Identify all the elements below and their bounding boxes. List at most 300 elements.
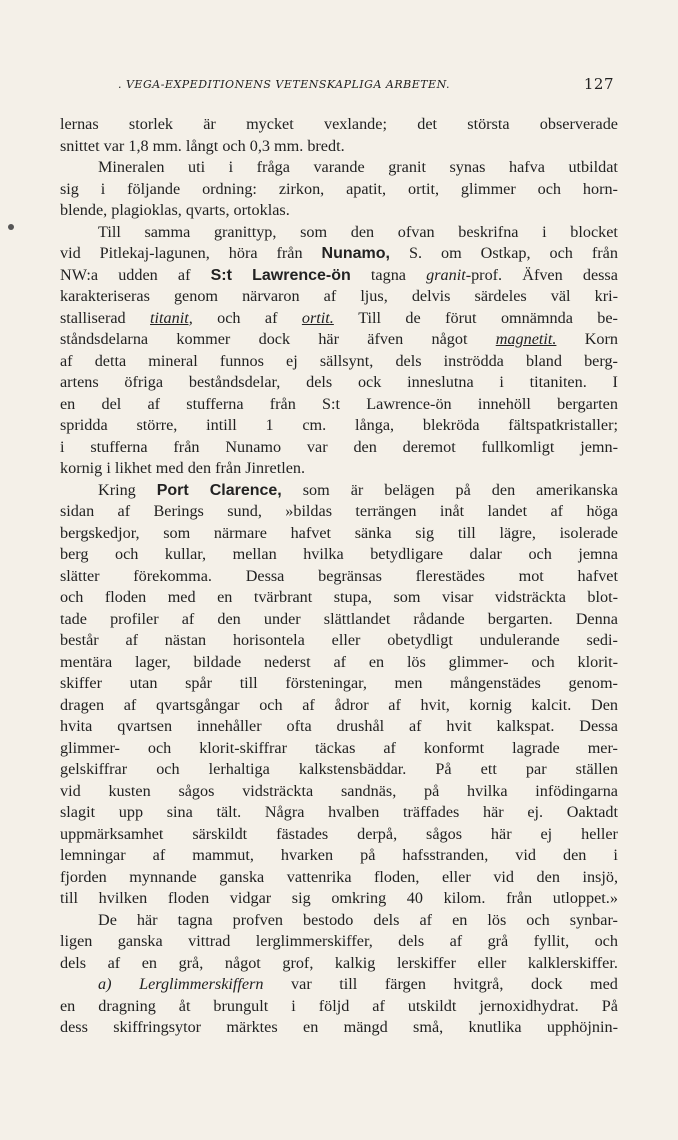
plain-text: kornig (60, 459, 103, 477)
plain-text: blende, (60, 201, 108, 219)
plain-text: utskildt (407, 996, 457, 1015)
word (370, 544, 443, 566)
plain-text: lägre, (499, 523, 536, 542)
word (512, 738, 560, 760)
word (266, 415, 274, 437)
plain-text: -prof. (465, 265, 503, 284)
plain-text: deremot (402, 437, 456, 456)
plain-text: närvaron (242, 287, 300, 305)
word (426, 265, 502, 287)
word (482, 437, 555, 459)
plain-text: hvilka (467, 781, 508, 800)
text-line (60, 673, 618, 695)
plain-text: Dessa (579, 717, 618, 735)
word (225, 953, 261, 975)
plain-text: vidsträckta (494, 588, 566, 606)
word (431, 329, 467, 351)
plain-text: »bildas (285, 502, 333, 520)
plain-text: Korn (584, 330, 618, 348)
word (480, 630, 560, 652)
word (246, 114, 294, 136)
plain-text: jemn- (580, 437, 618, 456)
styled-text: S:t (210, 266, 232, 284)
plain-text: stupa, (333, 588, 372, 606)
plain-text: vittrad (188, 932, 231, 950)
plain-text: en (141, 953, 158, 972)
plain-text: mynnande (129, 867, 197, 886)
plain-text: Dessa (245, 566, 285, 585)
plain-text: består (60, 631, 99, 649)
plain-text: ljus, (360, 287, 388, 305)
plain-text: vidgar (229, 889, 272, 907)
word (217, 609, 240, 631)
plain-text: tagna (370, 265, 406, 284)
word (483, 802, 504, 824)
plain-text: vidsträckta (242, 781, 314, 800)
word (353, 437, 376, 459)
word (551, 286, 571, 308)
word (192, 845, 254, 867)
word (588, 738, 618, 760)
word (186, 200, 234, 222)
text-line (60, 523, 618, 545)
word (300, 222, 327, 244)
word (417, 114, 437, 136)
text-line (60, 501, 618, 523)
plain-text: lerhaltiga (208, 760, 270, 778)
plain-text: hvita (60, 717, 93, 735)
word (358, 308, 381, 330)
plain-text: sågos (426, 824, 463, 843)
plain-text: glimmer- (448, 652, 509, 671)
plain-text: kri- (594, 287, 618, 305)
plain-text: till (457, 523, 476, 542)
word (424, 781, 439, 803)
word (332, 630, 361, 652)
word (185, 673, 212, 695)
styled-text: magnetit. (495, 330, 557, 348)
word (234, 200, 290, 222)
word (358, 372, 381, 394)
plain-text: en (452, 910, 468, 929)
word (95, 351, 126, 373)
plain-text: utloppet.» (552, 889, 618, 907)
word (475, 286, 527, 308)
plain-text: hvarken (280, 846, 334, 864)
plain-text: 40 (406, 889, 423, 907)
word (60, 286, 150, 308)
plain-text: flerestädes (415, 566, 485, 585)
plain-text: del (101, 394, 122, 413)
word (217, 308, 240, 330)
word (408, 179, 439, 201)
word (307, 136, 344, 158)
word (189, 372, 281, 394)
plain-text: hvilken (98, 889, 148, 907)
plain-text: från (591, 244, 618, 262)
plain-text: af (449, 932, 463, 950)
word (526, 351, 562, 373)
word (388, 157, 426, 179)
word (259, 329, 290, 351)
word (444, 888, 486, 910)
plain-text: blekröda (422, 416, 480, 434)
plain-text: drushål (336, 717, 385, 735)
plain-text: NW:a (60, 265, 99, 284)
word (407, 652, 426, 674)
word (351, 480, 364, 502)
plain-text: det (417, 115, 437, 133)
word (613, 372, 618, 394)
plain-text: den (350, 222, 375, 241)
plain-text: mineral (148, 351, 198, 370)
plain-text: sig (291, 889, 311, 907)
plain-text: af (125, 631, 139, 649)
plain-text: ock (357, 373, 382, 391)
word (98, 480, 136, 502)
word (423, 415, 480, 437)
word (355, 523, 392, 545)
plain-text: S. (408, 244, 423, 262)
word (318, 329, 339, 351)
plain-text: qvartsgångar (155, 695, 240, 714)
word (481, 759, 497, 781)
word (324, 286, 337, 308)
word (435, 759, 451, 781)
plain-text: likhet (114, 459, 152, 477)
word (286, 351, 298, 373)
word (60, 566, 100, 588)
plain-text: mm. (274, 136, 304, 155)
word (580, 437, 618, 459)
plain-text: inåt (439, 502, 465, 520)
plain-text: sidan (60, 502, 95, 520)
plain-text: lernas (60, 115, 99, 133)
plain-text: nästan (164, 631, 207, 649)
styled-text: a) (98, 975, 112, 993)
text-line (60, 480, 618, 502)
plain-text: till (60, 889, 78, 907)
plain-text: spår (185, 674, 213, 692)
word (579, 716, 618, 738)
plain-text: hvilka (303, 545, 344, 563)
word (469, 695, 511, 717)
text-line (60, 716, 618, 738)
word (369, 652, 384, 674)
plain-text: blot- (587, 588, 618, 606)
word (336, 716, 384, 738)
plain-text: öfriga (124, 373, 164, 391)
word (493, 867, 514, 889)
plain-text: utbildat (568, 158, 618, 176)
word (265, 308, 278, 330)
plain-text: mellan (232, 545, 277, 563)
word (426, 824, 462, 846)
plain-text: eller (477, 953, 507, 972)
word (60, 458, 106, 480)
word (60, 888, 78, 910)
plain-text: Till (358, 308, 382, 327)
word (303, 544, 343, 566)
word (333, 652, 346, 674)
word (602, 996, 618, 1018)
styled-text: Lawrence-ön (252, 266, 351, 284)
plain-text: större, (136, 416, 178, 434)
plain-text: grå, (178, 953, 204, 972)
plain-text: synbar- (569, 910, 618, 929)
word (291, 523, 331, 545)
word (119, 802, 143, 824)
plain-text: par (525, 760, 547, 778)
plain-text: till (339, 975, 358, 993)
word (60, 200, 111, 222)
word (461, 179, 516, 201)
word (242, 286, 300, 308)
word (568, 673, 617, 695)
plain-text: stufferna (186, 394, 244, 413)
text-line (60, 243, 618, 265)
plain-text: sund, (227, 502, 262, 520)
plain-text: af (408, 717, 422, 735)
plain-text: upp (118, 803, 144, 821)
word (299, 759, 406, 781)
word (167, 802, 193, 824)
plain-text: och (528, 545, 552, 563)
plain-text: dels (306, 373, 333, 391)
text-line (60, 824, 618, 846)
word (478, 953, 507, 975)
word (265, 802, 305, 824)
plain-text: visar (441, 588, 474, 606)
plain-text: under (263, 609, 301, 628)
word (153, 845, 166, 867)
word (467, 114, 509, 136)
word (450, 673, 541, 695)
word (444, 351, 504, 373)
word (508, 415, 618, 437)
text-line (60, 329, 618, 351)
plain-text: isolerade (559, 523, 618, 542)
plain-text: funnos (219, 351, 264, 370)
word (341, 781, 396, 803)
plain-text: hvit (446, 717, 472, 735)
plain-text: höra (228, 244, 258, 262)
word (127, 179, 180, 201)
word (148, 394, 161, 416)
word (442, 867, 471, 889)
plain-text: en (217, 588, 233, 606)
plain-text: Den (591, 695, 618, 714)
plain-text: af (323, 287, 337, 305)
plain-text: kalkstensbäddar. (298, 760, 407, 778)
word (528, 953, 618, 975)
word (563, 845, 586, 867)
plain-text: en (60, 996, 76, 1015)
word (576, 609, 618, 631)
word (60, 544, 88, 566)
plain-text: dels (373, 910, 400, 929)
plain-text: insjö, (582, 867, 618, 886)
word (60, 716, 92, 738)
plain-text: vid (515, 846, 536, 864)
plain-text: ordning: (202, 179, 257, 198)
word (570, 222, 618, 244)
word (302, 308, 334, 330)
word (454, 974, 504, 996)
word (324, 114, 387, 136)
word (479, 996, 578, 1018)
plain-text: hafva (508, 158, 545, 176)
plain-text: i (60, 437, 65, 456)
word (202, 179, 257, 201)
word (264, 609, 301, 631)
word (118, 265, 158, 287)
word (240, 673, 258, 695)
word (469, 1017, 522, 1039)
word (424, 738, 484, 760)
plain-text: S:t (322, 394, 341, 413)
word (257, 157, 290, 179)
word (264, 652, 311, 674)
word (458, 523, 476, 545)
word (270, 394, 296, 416)
text-line (60, 910, 618, 932)
word (452, 910, 467, 932)
plain-text: mentära (60, 652, 113, 671)
word (60, 824, 163, 846)
plain-text: bland (525, 351, 562, 370)
word (60, 265, 98, 287)
plain-text: här (136, 910, 158, 929)
word (496, 716, 554, 738)
word (519, 566, 544, 588)
text-line (60, 587, 618, 609)
word (144, 222, 190, 244)
word (186, 394, 243, 416)
plain-text: heller (581, 824, 618, 843)
word (60, 501, 94, 523)
word (402, 845, 488, 867)
plain-text: träffades (403, 803, 460, 821)
word (372, 996, 385, 1018)
plain-text: särskildt (192, 824, 248, 843)
plain-text: gelskiffrar (60, 760, 128, 778)
word (110, 609, 159, 631)
plain-text: eller (442, 867, 471, 886)
plain-text: i (499, 373, 504, 391)
plain-text: bredt. (307, 136, 345, 155)
plain-text: undulerande (479, 631, 560, 649)
plain-text: vid (60, 781, 81, 800)
word (215, 458, 245, 480)
plain-text: bestodo (303, 910, 354, 929)
plain-text: genom (173, 287, 219, 305)
plain-text: infödingarna (535, 781, 618, 800)
plain-text: af (60, 351, 73, 370)
word (98, 974, 111, 996)
body-text (60, 114, 618, 1039)
word (279, 179, 324, 201)
plain-text: begränsas (318, 566, 382, 585)
header-title: . VEGA-EXPEDITIONENS VETENSKAPLIGA ARBETEN. (118, 78, 451, 91)
plain-text: om (440, 244, 462, 262)
word (415, 523, 434, 545)
margin-dot (8, 224, 14, 230)
plain-text: ståndsdelarna (60, 330, 149, 348)
plain-text: bildade (193, 652, 242, 671)
word (118, 501, 131, 523)
text-line (60, 544, 618, 566)
word (416, 566, 485, 588)
word (250, 136, 274, 158)
plain-text: af (372, 996, 385, 1015)
word (592, 243, 618, 265)
word (203, 114, 216, 136)
plain-text: qvartsen (117, 717, 173, 735)
plain-text: tade (60, 609, 87, 628)
plain-text: på (360, 846, 376, 864)
word (536, 480, 618, 502)
word (157, 480, 189, 502)
plain-text: mångenstädes (450, 674, 541, 692)
word (214, 523, 267, 545)
plain-text: dragning (98, 996, 156, 1015)
plain-text: i (106, 459, 111, 477)
plain-text: var (306, 437, 328, 456)
styled-text: Nunamo, (321, 245, 390, 262)
word (586, 501, 617, 523)
plain-text: Kring (98, 480, 136, 499)
word (60, 673, 102, 695)
word (113, 1017, 201, 1039)
plain-text: från (173, 437, 200, 456)
word (229, 157, 234, 179)
word (302, 695, 315, 717)
plain-text: kalcit. (531, 695, 572, 714)
plain-text: be- (597, 308, 618, 327)
plain-text: skiffringsytor (113, 1018, 202, 1036)
word (60, 372, 99, 394)
plain-text: ortit, (407, 179, 440, 198)
word (560, 523, 618, 545)
word (60, 867, 107, 889)
text-line (60, 265, 618, 287)
word (188, 931, 230, 953)
text-line (60, 372, 618, 394)
word (328, 802, 379, 824)
word (101, 179, 106, 201)
plain-text: sänka (354, 523, 392, 542)
word (597, 308, 618, 330)
plain-text: en (60, 394, 76, 413)
word (99, 888, 148, 910)
word (178, 910, 213, 932)
word (178, 265, 191, 287)
plain-text: slättlandet (323, 609, 391, 628)
plain-text: artens (60, 373, 99, 391)
plain-text: storlek (128, 115, 173, 133)
word (446, 716, 471, 738)
text-line (60, 802, 618, 824)
plain-text: uppmärksamhet (60, 824, 164, 843)
plain-text: synas (449, 158, 486, 176)
word (193, 652, 241, 674)
plain-text: särdeles (474, 287, 527, 305)
plain-text: knutlika (468, 1018, 522, 1036)
plain-text: med (590, 975, 618, 993)
plain-text: på (455, 480, 471, 499)
word (291, 996, 296, 1018)
